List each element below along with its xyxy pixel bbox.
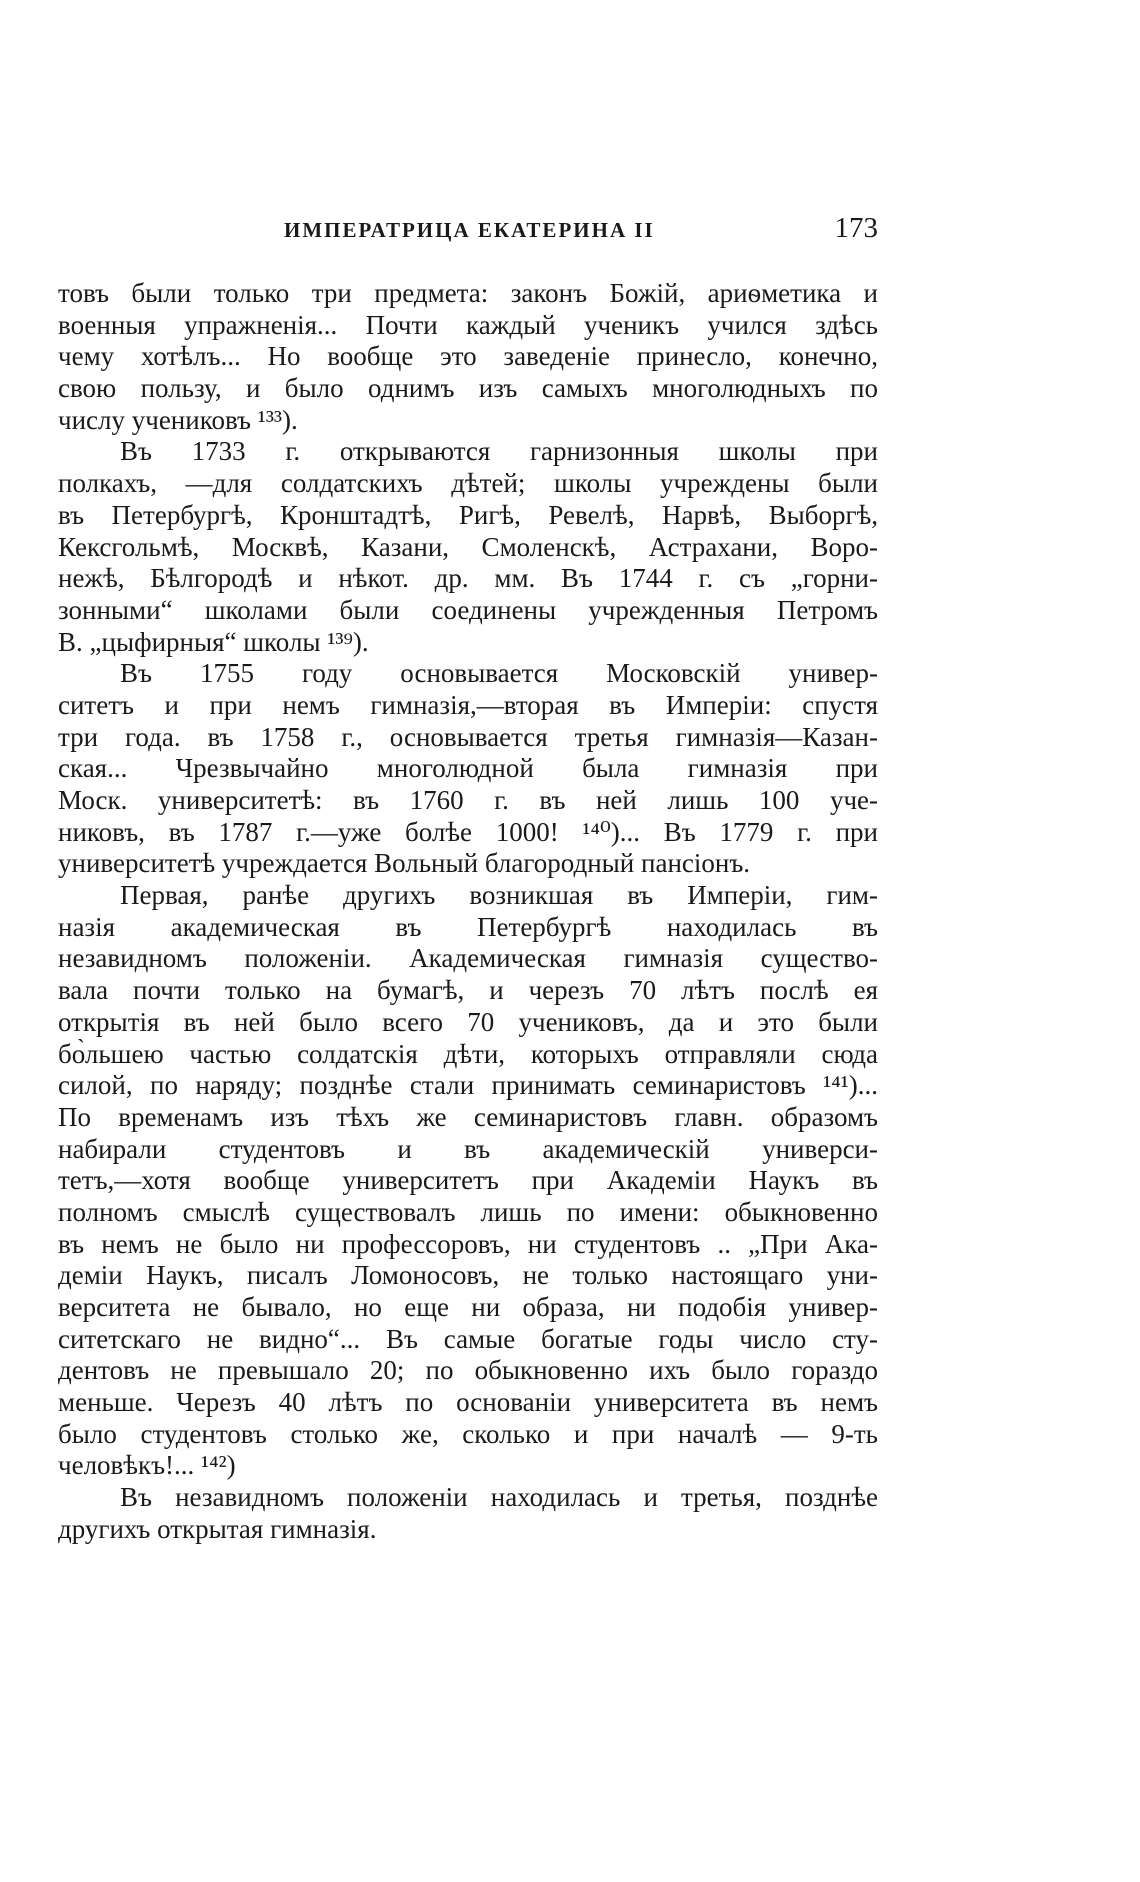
text-line: другихъ открытая гимназія. <box>58 1513 377 1544</box>
text-line: никовъ, въ 1787 г.—уже болѣе 1000! ¹⁴⁰)... Въ 1779 г. при <box>58 816 878 847</box>
text-line: полномъ смыслѣ существовалъ лишь по имени: обыкновенно <box>58 1196 878 1227</box>
paragraph <box>58 880 878 1482</box>
paragraph <box>58 658 878 880</box>
text-line: назія академическая въ Петербургѣ находилась въ <box>58 911 878 942</box>
text-line: открытія въ ней было всего 70 учениковъ, да и это были <box>58 1006 878 1037</box>
text-line: чему хотѣлъ... Но вообще это заведеніе принесло, конечно, <box>58 341 878 372</box>
text-line: было студентовъ столько же, сколько и при началѣ — 9-ть <box>58 1418 878 1449</box>
text-line: По временамъ изъ тѣхъ же семинаристовъ главн. образомъ <box>58 1101 878 1132</box>
text-line: Моск. университетѣ: въ 1760 г. въ ней лишь 100 уче- <box>58 785 878 815</box>
text-line: полкахъ, —для солдатскихъ дѣтей; школы учреждены были <box>58 468 878 499</box>
running-title: ИМПЕРАТРИЦА ЕКАТЕРИНА II <box>284 218 655 242</box>
text-line: дентовъ не превышало 20; по обыкновенно ихъ было гораздо <box>58 1355 878 1386</box>
paragraph <box>58 1482 878 1545</box>
text-line: Кексгольмѣ, Москвѣ, Казани, Смоленскѣ, Астрахани, Воро- <box>58 531 878 562</box>
text-line: зонными“ школами были соединены учрежденныя Петромъ <box>58 594 878 625</box>
page-number: 173 <box>834 212 878 244</box>
text-line: военныя упражненія... Почти каждый ученикъ учился здѣсь <box>58 309 878 340</box>
text-line: въ Петербургѣ, Кронштадтѣ, Ригѣ, Ревелѣ, Нарвѣ, Выборгѣ, <box>58 499 878 530</box>
text-line: ситетъ и при немъ гимназія,—вторая въ Имперіи: спустя <box>58 689 878 720</box>
paragraph <box>58 278 878 436</box>
text-line: верситета не бывало, но еще ни образа, ни подобія универ- <box>58 1292 878 1322</box>
text-line: нежѣ, Бѣлгородѣ и нѣкот. др. мм. Въ 1744 г. съ „горни- <box>58 563 878 594</box>
text-line: бо̀льшею частью солдатскія дѣти, которыхъ отправляли сюда <box>58 1038 878 1069</box>
paragraph <box>58 436 878 658</box>
text-line: тетъ,—хотя вообще университетъ при Академіи Наукъ въ <box>58 1165 878 1196</box>
body-text <box>58 278 878 1546</box>
text-line: ситетскаго не видно“... Въ самые богатые годы число сту- <box>58 1323 878 1354</box>
text-line: Въ 1733 г. открываются гарнизонныя школы при <box>120 436 878 467</box>
running-head <box>58 212 878 252</box>
text-line: человѣкъ!... ¹⁴²) <box>58 1450 236 1481</box>
text-line: Въ незавидномъ положеніи находилась и третья, позднѣе <box>120 1482 878 1513</box>
text-line: три года. въ 1758 г., основывается третья гимназія—Казан- <box>58 721 878 752</box>
text-line: силой, по наряду; позднѣе стали принимать семинаристовъ ¹⁴¹)... <box>58 1070 878 1101</box>
text-line: университетѣ учреждается Вольный благородный пансіонъ. <box>58 848 751 879</box>
text-line: деміи Наукъ, писалъ Ломоносовъ, не только настоящаго уни- <box>58 1260 878 1291</box>
text-line: Первая, ранѣе другихъ возникшая въ Имперіи, гим- <box>120 880 878 911</box>
text-line: свою пользу, и было однимъ изъ самыхъ многолюдныхъ по <box>58 373 878 404</box>
text-line: вала почти только на бумагѣ, и черезъ 70 лѣтъ послѣ ея <box>58 975 878 1006</box>
text-line: числу учениковъ ¹³³). <box>58 404 298 435</box>
text-line: въ немъ не было ни профессоровъ, ни студентовъ .. „При Ака- <box>58 1228 878 1259</box>
text-line: ская... Чрезвычайно многолюдной была гимназія при <box>58 753 878 784</box>
text-line: В. „цыфирныя“ школы ¹³⁹). <box>58 626 369 657</box>
text-line: Въ 1755 году основывается Московскій универ- <box>120 658 878 689</box>
text-line: незавидномъ положеніи. Академическая гимназія существо- <box>58 943 878 974</box>
text-line: набирали студентовъ и въ академическій универси- <box>58 1133 878 1164</box>
text-line: товъ были только три предмета: законъ Божій, ариѳметика и <box>58 278 878 308</box>
text-line: меньше. Черезъ 40 лѣтъ по основаніи университета въ немъ <box>58 1387 878 1418</box>
